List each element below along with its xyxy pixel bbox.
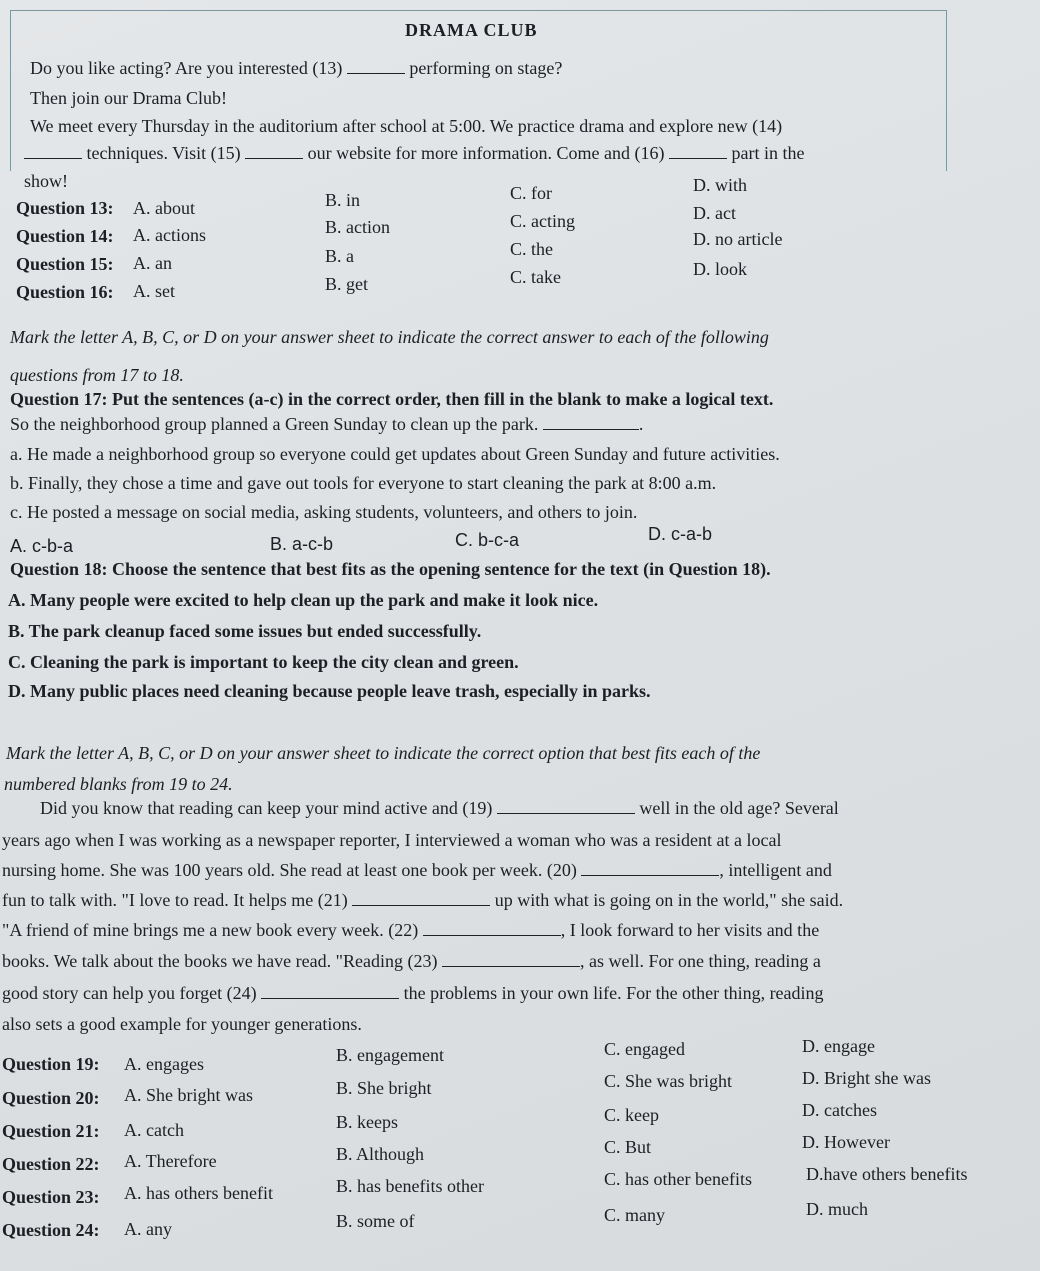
blank-21[interactable] bbox=[352, 904, 490, 906]
passage1-text: Do you like acting? Are you interested (13) bbox=[30, 58, 343, 78]
q13-option-a[interactable]: A. about bbox=[133, 198, 195, 218]
passage2-line-8: also sets a good example for younger generations. bbox=[2, 1014, 362, 1034]
passage2-line-5 bbox=[2, 920, 819, 941]
q18-option-c[interactable]: C. Cleaning the park is important to keep the city clean and green. bbox=[8, 652, 519, 672]
passage2-line-6 bbox=[2, 951, 821, 972]
passage2-text: , as well. For one thing, reading a bbox=[579, 951, 821, 971]
sentence-a: a. He made a neighborhood group so everyone could get updates about Green Sunday and future activities. bbox=[10, 444, 780, 464]
instruction-17-18-line-2: questions from 17 to 18. bbox=[10, 365, 184, 385]
passage1-text: our website for more information. Come and (16) bbox=[307, 143, 665, 163]
sentence-c: c. He posted a message on social media, asking students, volunteers, and others to join. bbox=[10, 502, 638, 522]
instruction-17-18-line-1: Mark the letter A, B, C, or D on your answer sheet to indicate the correct answer to each of the following bbox=[10, 327, 769, 347]
q17-option-a[interactable]: A. c-b-a bbox=[10, 536, 74, 556]
q13-option-d[interactable]: D. with bbox=[693, 175, 747, 195]
question-17-lead-text: So the neighborhood group planned a Green Sunday to clean up the park. bbox=[10, 414, 539, 434]
q20-option-c[interactable]: C. She was bright bbox=[604, 1071, 732, 1091]
q16-option-a[interactable]: A. set bbox=[133, 281, 175, 301]
q22-option-d[interactable]: D. However bbox=[802, 1132, 890, 1152]
q22-option-b[interactable]: B. Although bbox=[336, 1144, 425, 1164]
passage1-line-2: Then join our Drama Club! bbox=[30, 88, 227, 108]
passage2-line-3 bbox=[2, 860, 832, 881]
blank-23[interactable] bbox=[442, 965, 580, 967]
q20-option-d[interactable]: D. Bright she was bbox=[802, 1068, 931, 1088]
q13-option-b[interactable]: B. in bbox=[325, 190, 361, 210]
blank-24[interactable] bbox=[261, 997, 399, 999]
q19-option-c[interactable]: C. engaged bbox=[604, 1039, 685, 1059]
question-23-label: Question 23: bbox=[2, 1187, 100, 1207]
q15-option-a[interactable]: A. an bbox=[133, 253, 172, 273]
q14-option-c[interactable]: C. acting bbox=[510, 211, 575, 231]
passage1-text: performing on stage? bbox=[409, 58, 563, 78]
q17-option-d[interactable]: D. c-a-b bbox=[648, 524, 713, 544]
blank-17[interactable] bbox=[543, 428, 639, 430]
passage2-text: , intelligent and bbox=[719, 860, 832, 880]
passage2-text: up with what is going on in the world," she said. bbox=[494, 890, 844, 910]
passage1-line-1 bbox=[30, 58, 562, 79]
q23-option-a[interactable]: A. has others benefit bbox=[124, 1183, 273, 1203]
q20-option-b[interactable]: B. She bright bbox=[336, 1078, 432, 1098]
question-20-label: Question 20: bbox=[2, 1088, 100, 1108]
q21-option-b[interactable]: B. keeps bbox=[336, 1112, 398, 1132]
q22-option-a[interactable]: A. Therefore bbox=[124, 1151, 217, 1171]
question-16-label: Question 16: bbox=[16, 282, 114, 302]
question-15-label: Question 15: bbox=[16, 254, 114, 274]
q18-option-d[interactable]: D. Many public places need cleaning because people leave trash, especially in parks. bbox=[8, 681, 651, 701]
question-19-label: Question 19: bbox=[2, 1054, 100, 1074]
q13-option-c[interactable]: C. for bbox=[510, 183, 552, 203]
q14-option-b[interactable]: B. action bbox=[325, 217, 390, 237]
q14-option-d[interactable]: D. act bbox=[693, 203, 736, 223]
question-22-label: Question 22: bbox=[2, 1154, 100, 1174]
q23-option-c[interactable]: C. has other benefits bbox=[604, 1169, 752, 1189]
question-18-stem: Question 18: Choose the sentence that best fits as the opening sentence for the text (in Question 18). bbox=[10, 559, 771, 579]
question-17-stem: Question 17: Put the sentences (a-c) in the correct order, then fill in the blank to make a logical text. bbox=[10, 389, 774, 409]
blank-19[interactable] bbox=[497, 812, 635, 814]
q17-option-c[interactable]: C. b-c-a bbox=[455, 530, 520, 550]
passage-title: DRAMA CLUB bbox=[405, 20, 538, 40]
q16-option-d[interactable]: D. look bbox=[693, 259, 747, 279]
passage2-line-1 bbox=[40, 798, 839, 819]
q24-option-a[interactable]: A. any bbox=[124, 1219, 172, 1239]
passage2-text: fun to talk with. "I love to read. It helps me (21) bbox=[2, 890, 348, 910]
passage1-text: techniques. Visit (15) bbox=[86, 143, 241, 163]
q15-option-c[interactable]: C. the bbox=[510, 239, 553, 259]
passage2-text: nursing home. She was 100 years old. She read at least one book per week. (20) bbox=[2, 860, 577, 880]
passage2-text: , I look forward to her visits and the bbox=[560, 920, 820, 940]
passage1-line-3: We meet every Thursday in the auditorium after school at 5:00. We practice drama and explore new (14) bbox=[30, 116, 783, 136]
blank-15[interactable] bbox=[245, 157, 303, 159]
passage2-text: the problems in your own life. For the other thing, reading bbox=[403, 983, 824, 1003]
passage2-text: "A friend of mine brings me a new book every week. (22) bbox=[2, 920, 419, 940]
q23-option-d[interactable]: D.have others benefits bbox=[806, 1164, 968, 1184]
passage1-line-4 bbox=[24, 143, 804, 164]
passage2-text: good story can help you forget (24) bbox=[2, 983, 257, 1003]
q21-option-a[interactable]: A. catch bbox=[124, 1120, 184, 1140]
blank-14-cont[interactable] bbox=[24, 157, 82, 159]
question-24-label: Question 24: bbox=[2, 1220, 100, 1240]
question-17-lead: So the neighborhood group planned a Green Sunday to clean up the park. . bbox=[10, 414, 644, 434]
question-13-label: Question 13: bbox=[16, 198, 114, 218]
q15-option-d[interactable]: D. no article bbox=[693, 229, 783, 249]
passage1-line-5: show! bbox=[24, 171, 68, 191]
q22-option-c[interactable]: C. But bbox=[604, 1137, 652, 1157]
q16-option-c[interactable]: C. take bbox=[510, 267, 561, 287]
q24-option-d[interactable]: D. much bbox=[806, 1199, 868, 1219]
passage2-text: books. We talk about the books we have read. "Reading (23) bbox=[2, 951, 438, 971]
q16-option-b[interactable]: B. get bbox=[325, 274, 368, 294]
sentence-b: b. Finally, they chose a time and gave out tools for everyone to start cleaning the park at 8:00 a.m. bbox=[10, 473, 717, 493]
passage2-line-4 bbox=[2, 890, 843, 911]
q21-option-d[interactable]: D. catches bbox=[802, 1100, 877, 1120]
blank-13[interactable] bbox=[347, 72, 405, 74]
q24-option-c[interactable]: C. many bbox=[604, 1205, 665, 1225]
q20-option-a[interactable]: A. She bright was bbox=[124, 1085, 253, 1105]
q18-option-a[interactable]: A. Many people were excited to help clean up the park and make it look nice. bbox=[8, 590, 599, 610]
q17-option-b[interactable]: B. a-c-b bbox=[270, 534, 334, 554]
question-21-label: Question 21: bbox=[2, 1121, 100, 1141]
passage2-text: Did you know that reading can keep your mind active and (19) bbox=[40, 798, 493, 818]
passage2-line-7 bbox=[2, 983, 824, 1004]
q19-option-b[interactable]: B. engagement bbox=[336, 1045, 444, 1065]
q19-option-d[interactable]: D. engage bbox=[802, 1036, 875, 1056]
q23-option-b[interactable]: B. has benefits other bbox=[336, 1176, 484, 1196]
blank-16[interactable] bbox=[669, 157, 727, 159]
question-14-label: Question 14: bbox=[16, 226, 114, 246]
instruction-19-24-line-1: Mark the letter A, B, C, or D on your answer sheet to indicate the correct option that best fits each of the bbox=[6, 743, 761, 763]
q24-option-b[interactable]: B. some of bbox=[336, 1211, 415, 1231]
q15-option-b[interactable]: B. a bbox=[325, 246, 354, 266]
q18-option-b[interactable]: B. The park cleanup faced some issues but ended successfully. bbox=[8, 621, 482, 641]
q21-option-c[interactable]: C. keep bbox=[604, 1105, 659, 1125]
blank-22[interactable] bbox=[423, 934, 561, 936]
passage2-line-2: years ago when I was working as a newspaper reporter, I interviewed a woman who was a resident at a local bbox=[2, 830, 782, 850]
q14-option-a[interactable]: A. actions bbox=[133, 225, 206, 245]
blank-20[interactable] bbox=[581, 874, 719, 876]
passage2-text: well in the old age? Several bbox=[639, 798, 839, 818]
instruction-19-24-line-2: numbered blanks from 19 to 24. bbox=[4, 774, 233, 794]
q19-option-a[interactable]: A. engages bbox=[124, 1054, 204, 1074]
passage1-text: part in the bbox=[731, 143, 805, 163]
